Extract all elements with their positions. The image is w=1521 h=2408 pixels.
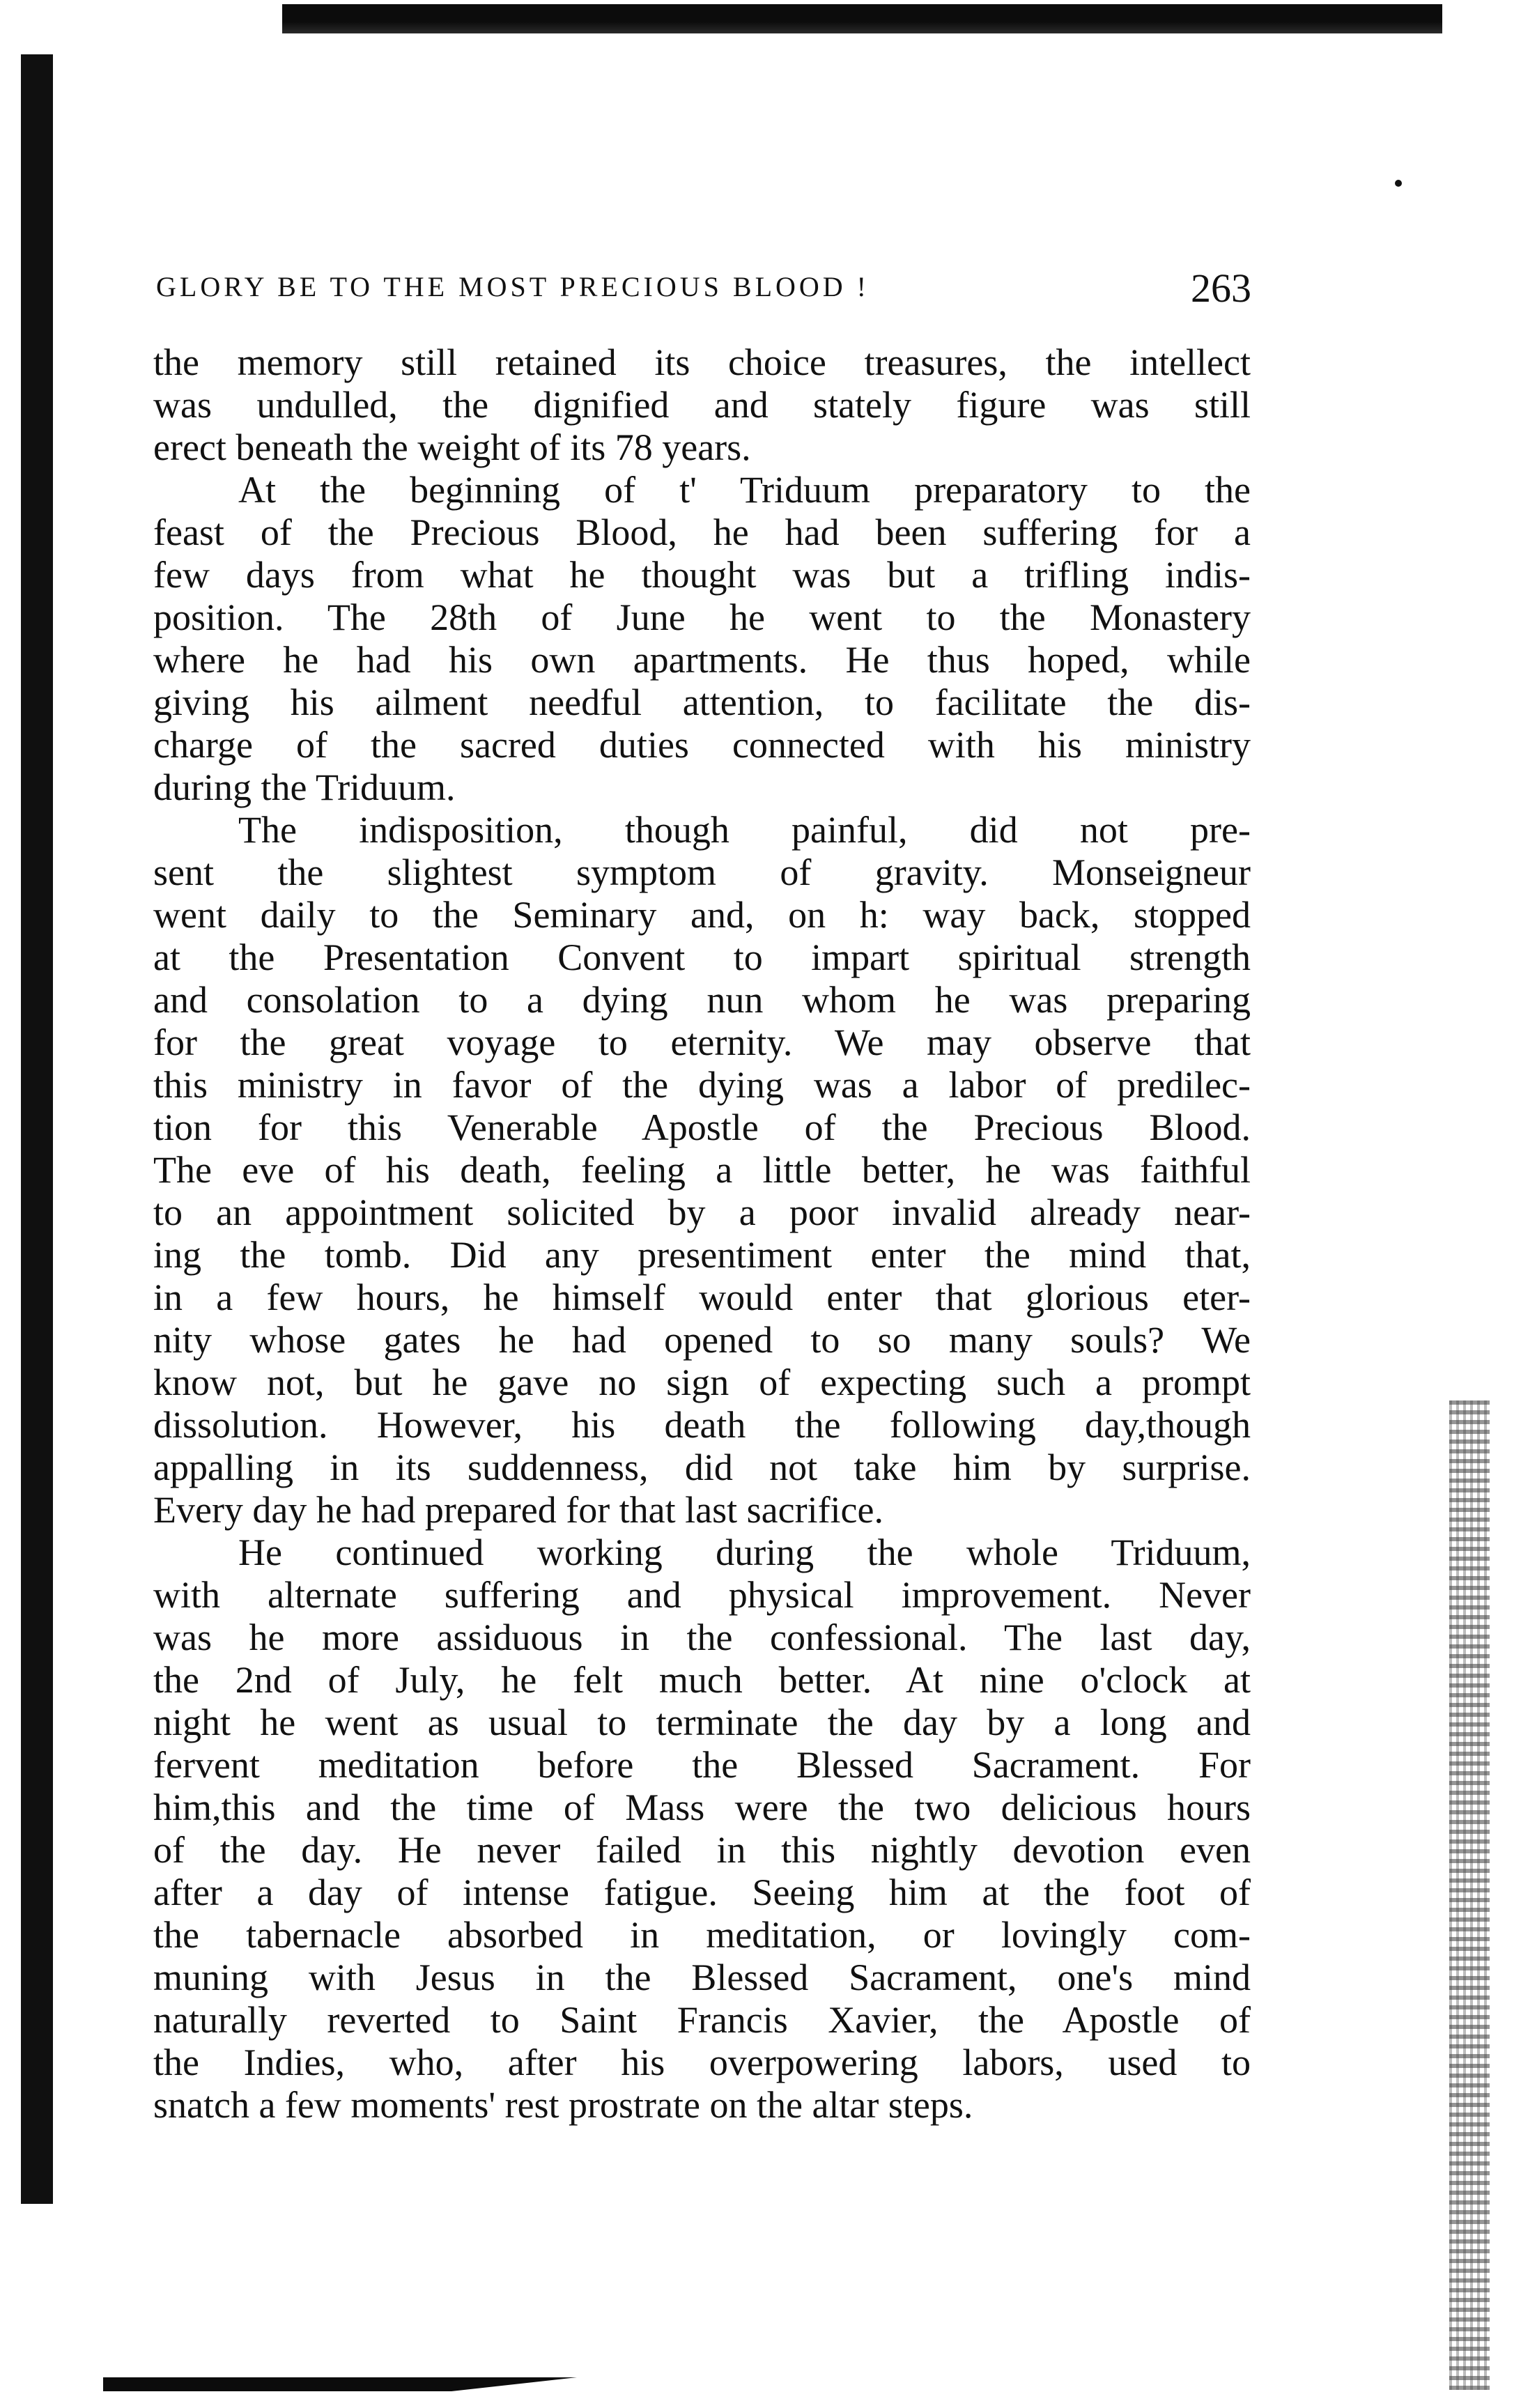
text-line: fervent meditation before the Blessed Sacrament. For xyxy=(153,1744,1251,1786)
text-line: to an appointment solicited by a poor invalid already near- xyxy=(153,1191,1251,1233)
text-line: The indisposition, though painful, did not pre- xyxy=(238,809,1251,851)
text-line: during the Triduum. xyxy=(153,766,456,808)
text-line: naturally reverted to Saint Francis Xavier, the Apostle of xyxy=(153,1999,1251,2041)
text-line: was undulled, the dignified and stately figure was still xyxy=(153,384,1251,426)
text-line: sent the slightest symptom of gravity. Monseigneur xyxy=(153,851,1251,893)
scan-top-edge xyxy=(282,4,1442,33)
text-line: the 2nd of July, he felt much better. At nine o'clock at xyxy=(153,1659,1251,1701)
scan-speck xyxy=(1395,180,1402,187)
running-title: GLORY BE TO THE MOST PRECIOUS BLOOD ! xyxy=(156,271,870,302)
text-line: feast of the Precious Blood, he had been suffering for a xyxy=(153,511,1251,553)
text-line: went daily to the Seminary and, on h: way back, stopped xyxy=(153,894,1251,936)
text-line: charge of the sacred duties connected with his ministry xyxy=(153,724,1251,766)
text-line: night he went as usual to terminate the day by a long and xyxy=(153,1701,1251,1743)
text-line: where he had his own apartments. He thus hoped, while xyxy=(153,639,1251,681)
text-line: The eve of his death, feeling a little better, he was faithful xyxy=(153,1149,1251,1191)
text-line: this ministry in favor of the dying was a labor of predilec- xyxy=(153,1064,1251,1106)
body-text xyxy=(153,341,1251,2127)
text-line: at the Presentation Convent to impart spiritual strength xyxy=(153,936,1251,978)
text-line: him,this and the time of Mass were the two delicious hours xyxy=(153,1786,1251,1828)
text-line: snatch a few moments' rest prostrate on the altar steps. xyxy=(153,2084,973,2126)
bottom-rule xyxy=(103,2377,577,2391)
text-line: of the day. He never failed in this nightly devotion even xyxy=(153,1829,1251,1871)
text-line: was he more assiduous in the confessional. The last day, xyxy=(153,1616,1251,1658)
text-line: in a few hours, he himself would enter that glorious eter- xyxy=(153,1276,1251,1318)
text-line: the memory still retained its choice treasures, the intellect xyxy=(153,341,1251,383)
text-line: few days from what he thought was but a trifling indis- xyxy=(153,554,1251,596)
text-line: for the great voyage to eternity. We may observe that xyxy=(153,1021,1251,1063)
scan-right-edge-noise xyxy=(1449,1400,1490,2390)
page-number: 263 xyxy=(1191,265,1251,311)
scan-left-edge xyxy=(21,54,53,2204)
text-line: tion for this Venerable Apostle of the Precious Blood. xyxy=(153,1106,1251,1148)
text-line: with alternate suffering and physical improvement. Never xyxy=(153,1574,1251,1616)
text-line: erect beneath the weight of its 78 years. xyxy=(153,426,751,468)
text-line: position. The 28th of June he went to the Monastery xyxy=(153,596,1251,638)
text-line: the Indies, who, after his overpowering labors, used to xyxy=(153,2042,1251,2083)
text-line: and consolation to a dying nun whom he was preparing xyxy=(153,979,1251,1021)
text-line: muning with Jesus in the Blessed Sacrament, one's mind xyxy=(153,1957,1251,1998)
text-line: He continued working during the whole Triduum, xyxy=(238,1531,1251,1573)
text-line: giving his ailment needful attention, to facilitate the dis- xyxy=(153,681,1251,723)
text-line: after a day of intense fatigue. Seeing him at the foot of xyxy=(153,1871,1251,1913)
text-line: appalling in its suddenness, did not take him by surprise. xyxy=(153,1446,1251,1488)
text-line: Every day he had prepared for that last sacrifice. xyxy=(153,1489,883,1531)
text-line: the tabernacle absorbed in meditation, or lovingly com- xyxy=(153,1914,1251,1956)
text-line: nity whose gates he had opened to so many souls? We xyxy=(153,1319,1251,1361)
text-line: ing the tomb. Did any presentiment enter the mind that, xyxy=(153,1234,1251,1276)
text-line: know not, but he gave no sign of expecting such a prompt xyxy=(153,1361,1251,1403)
text-line: At the beginning of t' Triduum preparatory to the xyxy=(238,469,1251,511)
running-head xyxy=(156,265,1251,327)
text-line: dissolution. However, his death the following day,though xyxy=(153,1404,1251,1446)
